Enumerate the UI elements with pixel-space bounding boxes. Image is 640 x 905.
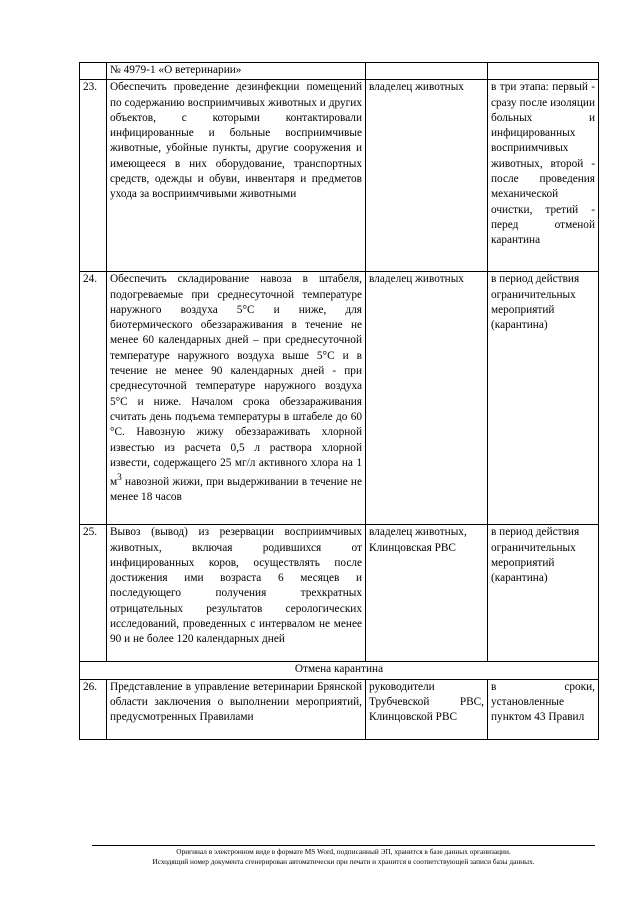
responsible-cell: руководители Трубчевской РВС, Клинцовской РВС (366, 679, 488, 739)
responsible-cell: владелец животных, Клинцовская РВС (366, 525, 488, 662)
table-row (80, 679, 599, 739)
measure-cell: № 4979-1 «О ветеринарии» (107, 63, 366, 80)
section-title: Отмена карантина (80, 662, 599, 679)
row-number: 23. (80, 80, 107, 272)
responsible-cell: владелец животных (366, 80, 488, 272)
deadline-cell: в сроки, установленные пунктом 43 Правил (488, 679, 599, 739)
table-row (80, 80, 599, 272)
footer-line-1: Оригинал в электронном виде в формате MS Word, подписанный ЭП, хранится в базе данных организации. (176, 847, 511, 856)
responsible-cell (366, 63, 488, 80)
row-number: 26. (80, 679, 107, 739)
row-number: 25. (80, 525, 107, 662)
table-row (80, 63, 599, 80)
measures-table (79, 62, 599, 740)
section-row (80, 662, 599, 679)
table-row (80, 525, 599, 662)
measure-cell: Обеспечить складирование навоза в штабеля, подогреваемые при среднесуточной температуре наружного воздуха 5°С и ниже, для биотермического обеззараживания в течение не менее 60 календарных дней – при среднесуточной температуре наружного воздуха выше 5°С и в течение не менее 90 календарных дней - при среднесуточной температуре наружного воздуха 5°С и ниже. Началом срока обеззараживания считать день подъема температуры в штабеле до 60 °С. Навозную жижу обеззараживать хлорной известью из расчета 0,5 л раствора хлорной извести, содержащего 25 мг/л активного хлора на 1 $м^3$ навозной жижи, при выдерживании в течение не менее 18 часов (107, 272, 366, 525)
measure-cell: Обеспечить проведение дезинфекции помещений по содержанию восприимчивых животных и других объектов, с которыми контактировали инфицированные и больные восприимчивые животные, убойные пункты, другие сооружения и имеющееся в них оборудование, транспортных средств, одежды и обуви, инвентаря и предметов ухода за восприимчивыми животными (107, 80, 366, 272)
responsible-cell: владелец животных (366, 272, 488, 525)
measure-cell: Представление в управление ветеринарии Брянской области заключения о выполнении мероприятий, предусмотренных Правилами (107, 679, 366, 739)
row-number (80, 63, 107, 80)
footer-divider (92, 845, 595, 846)
table-row (80, 272, 599, 525)
deadline-cell: в период действия ограничительных мероприятий (карантина) (488, 272, 599, 525)
row-number: 24. (80, 272, 107, 525)
footer-note (92, 847, 595, 867)
measure-cell: Вывоз (вывод) из резервации восприимчивых животных, включая родившихся от инфицированных коров, осуществлять после достижения ими возраста 6 месяцев и последующего получения трехкратных отрицательных результатов серологических исследований, проведенных с интервалом не менее 90 и не более 120 календарных дней (107, 525, 366, 662)
deadline-cell (488, 63, 599, 80)
deadline-cell: в период действия ограничительных мероприятий (карантина) (488, 525, 599, 662)
deadline-cell: в три этапа: первый - сразу после изоляции больных и инфицированных восприимчивых животных, второй - после проведения механической очистки, третий - перед отменой карантина (488, 80, 599, 272)
footer-line-2: Исходящий номер документа сгенерирован автоматически при печати и хранится в соответствующей записи базы данных. (152, 857, 535, 866)
